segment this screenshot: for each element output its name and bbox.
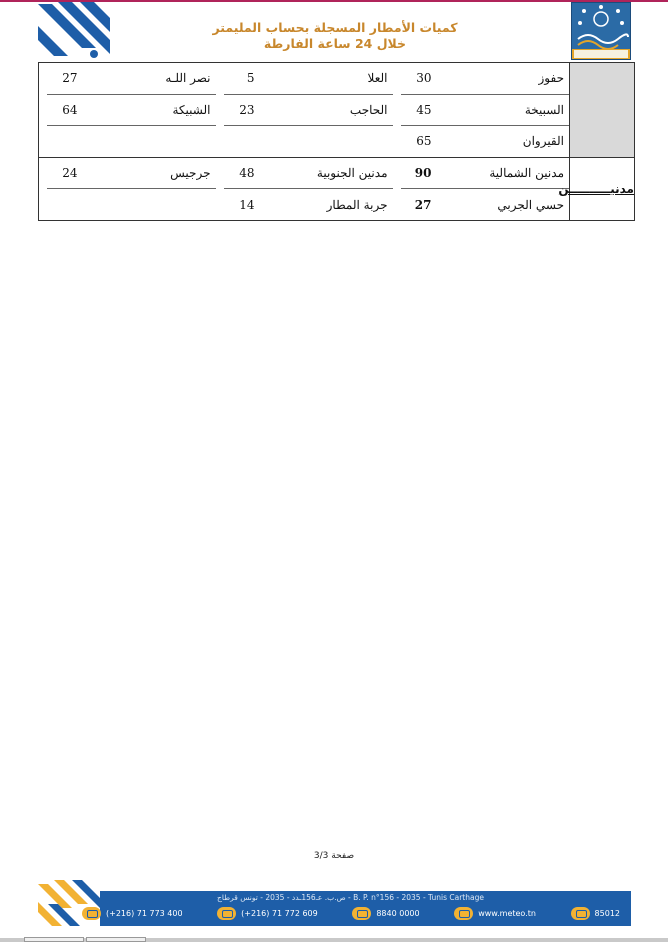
rainfall-value: 24 xyxy=(47,157,81,189)
table-row xyxy=(39,157,635,189)
document-title xyxy=(170,20,500,52)
rainfall-value: 65 xyxy=(401,126,435,158)
title-line-2: خلال 24 ساعة الفارطة xyxy=(263,36,407,51)
fax-number: (+216) 71 772 609 xyxy=(241,908,318,918)
footer-contacts xyxy=(82,905,630,921)
crest-caption xyxy=(574,50,628,58)
region-cell-empty xyxy=(570,63,635,158)
phone-number: (+216) 71 773 400 xyxy=(106,908,183,918)
station-name: السبيخة xyxy=(435,94,570,126)
hotline-icon xyxy=(352,907,371,920)
viewer-tab[interactable] xyxy=(86,937,146,942)
station-name: جرجيس xyxy=(81,157,216,189)
rainfall-value: 30 xyxy=(401,63,435,95)
sms-number: 85012 xyxy=(594,908,620,918)
rainfall-value: 5 xyxy=(224,63,258,95)
footer-address: ص.ب. عـ156ـدد - 2035 - تونس قرطاج - B. P. n°156 - 2035 - Tunis Carthage xyxy=(217,893,484,902)
hotline-number: 8840 0000 xyxy=(376,908,420,918)
region-label: مدنيــــــــــن xyxy=(558,181,634,196)
website-contact[interactable] xyxy=(454,907,536,920)
fax-contact xyxy=(217,907,318,920)
station-name: جربة المطار xyxy=(326,197,388,212)
rainfall-value: 27 xyxy=(414,197,432,212)
rainfall-value: 45 xyxy=(401,94,435,126)
sms-icon xyxy=(571,907,590,920)
station-name: نصر اللـه xyxy=(81,63,216,95)
rainfall-value: 27 xyxy=(47,63,81,95)
title-line-1: كميات الأمطار المسجلة بحساب المليمتر xyxy=(212,20,458,35)
hotline-contact xyxy=(352,907,419,920)
station-name: مدنين الجنوبية xyxy=(258,157,393,189)
viewer-tab[interactable] xyxy=(24,937,84,942)
station-name: الحاجب xyxy=(258,94,393,126)
fax-icon xyxy=(217,907,236,920)
page-number: صفحة 3/3 xyxy=(313,851,355,861)
station-name: حفوز xyxy=(435,63,570,95)
rainfall-value: 14 xyxy=(239,197,255,212)
phone-contact-1 xyxy=(82,907,183,920)
table-row xyxy=(39,63,635,95)
station-name: القيروان xyxy=(435,126,570,158)
rainfall-value: 64 xyxy=(47,94,81,126)
globe-icon xyxy=(454,907,473,920)
region-cell-medenine xyxy=(558,157,635,220)
rainfall-value: 48 xyxy=(224,157,258,189)
table-row xyxy=(39,94,635,126)
meteo-crest-logo-icon xyxy=(571,2,631,60)
rainfall-table xyxy=(38,62,635,221)
table-row xyxy=(39,126,635,158)
station-name: حسي الجربي xyxy=(497,197,564,212)
table-row xyxy=(39,189,635,221)
station-name: الشبيكة xyxy=(81,94,216,126)
stripe-logo-icon xyxy=(38,2,110,62)
rainfall-value: 90 xyxy=(401,157,435,189)
station-name: مدنين الشمالية xyxy=(435,157,570,189)
rainfall-value: 23 xyxy=(224,94,258,126)
sms-contact xyxy=(571,907,620,920)
station-name: العلا xyxy=(258,63,393,95)
phone-icon xyxy=(82,907,101,920)
website-link[interactable]: www.meteo.tn xyxy=(478,908,536,918)
